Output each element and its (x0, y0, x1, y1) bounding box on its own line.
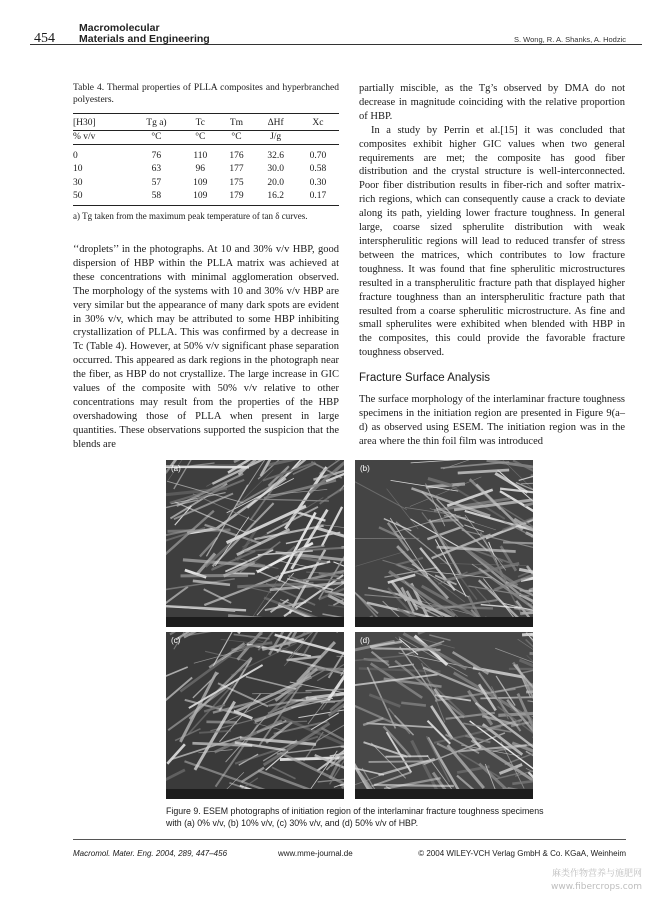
footer-url: www.mme-journal.de (278, 849, 353, 858)
running-authors: S. Wong, R. A. Shanks, A. Hodzic (514, 35, 626, 44)
table-body (73, 145, 339, 206)
right-column-bottom (359, 393, 625, 449)
table-cell: 58 (131, 190, 183, 206)
table-row (73, 190, 339, 206)
section-heading: Fracture Surface Analysis (359, 372, 491, 384)
table-cell: 16.2 (255, 190, 297, 206)
table-cell: 109 (182, 190, 218, 206)
table-header-row (73, 114, 339, 131)
table-unit-row (73, 130, 339, 145)
footer-copyright: © 2004 WILEY-VCH Verlag GmbH & Co. KGaA, Weinheim (418, 849, 626, 858)
figure-9 (166, 460, 534, 800)
thermal-properties-table (73, 113, 339, 206)
table-header-cell: Xc (297, 114, 339, 131)
table-cell: 96 (195, 164, 206, 175)
journal-name-line1: Macromolecular (79, 22, 160, 34)
table-cell: 57 (151, 177, 162, 188)
table-caption: Table 4. Thermal properties of PLLA composites and hyperbranched polyesters. (73, 83, 339, 105)
header-rule (30, 44, 642, 45)
table-cell: 176 (229, 150, 244, 161)
table-cell: 0 (73, 150, 78, 161)
table-unit-cell: °C (218, 130, 254, 145)
esem-panel-c (166, 632, 344, 799)
watermark-line1: 麻类作物营养与施肥网 (551, 869, 642, 879)
esem-panel-d (355, 632, 533, 799)
table-cell: 0.70 (309, 150, 327, 161)
table-row (73, 176, 339, 190)
table-cell: 30.0 (267, 164, 284, 175)
table-header-cell: [H30] (73, 114, 131, 131)
table-footnote: a) Tg taken from the maximum peak temperature of tan δ curves. (73, 211, 308, 221)
table-cell: 179 (218, 190, 254, 206)
table-cell: 175 (229, 177, 244, 188)
table-cell: 30 (73, 177, 83, 188)
table-cell: 0.17 (297, 190, 339, 206)
journal-name-line2: Materials and Engineering (79, 33, 210, 45)
esem-image-c (166, 632, 344, 799)
esem-image-a (166, 460, 344, 627)
table-header-cell: Tg a) (131, 114, 183, 131)
table-cell: 76 (151, 150, 162, 161)
page-number: 454 (34, 31, 55, 46)
table-unit-cell: °C (182, 130, 218, 145)
table-cell: 177 (229, 164, 244, 175)
esem-panel-a (166, 460, 344, 627)
right-paragraph-1: partially miscible, as the Tg’s observed by DMA do not decrease in magnitude coinciding with the relative proportion of HBP. (359, 83, 625, 122)
table-cell: 0.58 (309, 164, 327, 175)
figure-caption: Figure 9. ESEM photographs of initiation region of the interlaminar fracture toughness specimens with (a) 0% v/v, (b) 10% v/v, (c) 30% v/v, and (d) 50% v/v of HBP. (166, 806, 544, 828)
table-cell: 63 (151, 164, 162, 175)
table-cell: 32.6 (267, 150, 284, 161)
table-row (73, 145, 339, 163)
journal-name (79, 23, 210, 45)
esem-image-d (355, 632, 533, 799)
right-paragraph-3: The surface morphology of the interlaminar fracture toughness specimens in the initiation region are presented in Figure 9(a–d) as observed using ESEM. The initiation region was in the area where the thin foil film was introduced (359, 394, 625, 447)
table-cell: 10 (73, 164, 83, 175)
table-cell: 20.0 (267, 177, 284, 188)
left-column (73, 243, 339, 452)
right-paragraph-2: In a study by Perrin et al.[15] it was concluded that composites exhibit higher GIC values when two general requirements are met; the composite has good fiber distribution and the crystal structure is well-interconnected. Poor fiber distribution results in fiber-rich and softer matrix-rich regions, which can consequently cause a crack to deviate along its path, yielding lower fracture toughness. In general large, coarse sized spherulite distribution with weak interspherulitic regions will lead to reduced transfer of stress between the matrices, which contributes to low fracture toughness. It was found that fine spherulitic microstructures resulted in a transpherulitic fracture path that displayed higher fracture toughness than an interspherulitic fracture path that resulted from a coarse spherulitic microstructure. As fine and small spherulites were exhibited when blended with HBP in the composites, this could provide the favorable fracture toughness observed. (359, 124, 625, 359)
table-header-cell: Tm (218, 114, 254, 131)
table-unit-cell: °C (131, 130, 183, 145)
esem-image-b (355, 460, 533, 627)
right-column-top (359, 82, 625, 360)
panel-label-b: (b) (360, 464, 370, 473)
table-unit-cell: J/g (255, 130, 297, 145)
watermark-line2: www.fibercrops.com (551, 882, 642, 892)
table-header-cell: Tc (182, 114, 218, 131)
panel-label-a: (a) (171, 464, 181, 473)
panel-label-d: (d) (360, 636, 370, 645)
footer-citation: Macromol. Mater. Eng. 2004, 289, 447–456 (73, 849, 228, 858)
table-row (73, 163, 339, 177)
watermark (551, 868, 642, 894)
esem-panel-b (355, 460, 533, 627)
table-cell: 0.30 (309, 177, 327, 188)
table-unit-cell (297, 130, 339, 145)
table-cell: 109 (193, 177, 208, 188)
footer-rule (73, 839, 626, 840)
left-column-paragraph: ‘‘droplets’’ in the photographs. At 10 and 30% v/v HBP, good dispersion of HBP within the PLLA matrix was achieved at these concentrations with minimal agglomeration observed. The morphology of the systems with 10 and 30% v/v HBP are very similar but the appearance of many dark spots are evident in 30% v/v, which may be attributed to some HBP inhibiting crystallization of PLLA. This was confirmed by a decrease in Tc (Table 4). However, at 50% v/v significant phase separation occurred. This appeared as dark regions in the photograph near the fiber, as HBP do not crystallize. The large increase in GIC values of the composite with 50% v/v relative to other concentrations may result from the properties of the HBP overshadowing those of PLLA when present in large quantities. These observations supported the suspicion that the blends are (73, 244, 339, 450)
table-unit-cell: % v/v (73, 130, 131, 145)
table-header-cell: ΔHf (255, 114, 297, 131)
table-cell: 110 (193, 150, 208, 161)
panel-label-c: (c) (171, 636, 181, 645)
table-cell: 50 (73, 190, 131, 206)
